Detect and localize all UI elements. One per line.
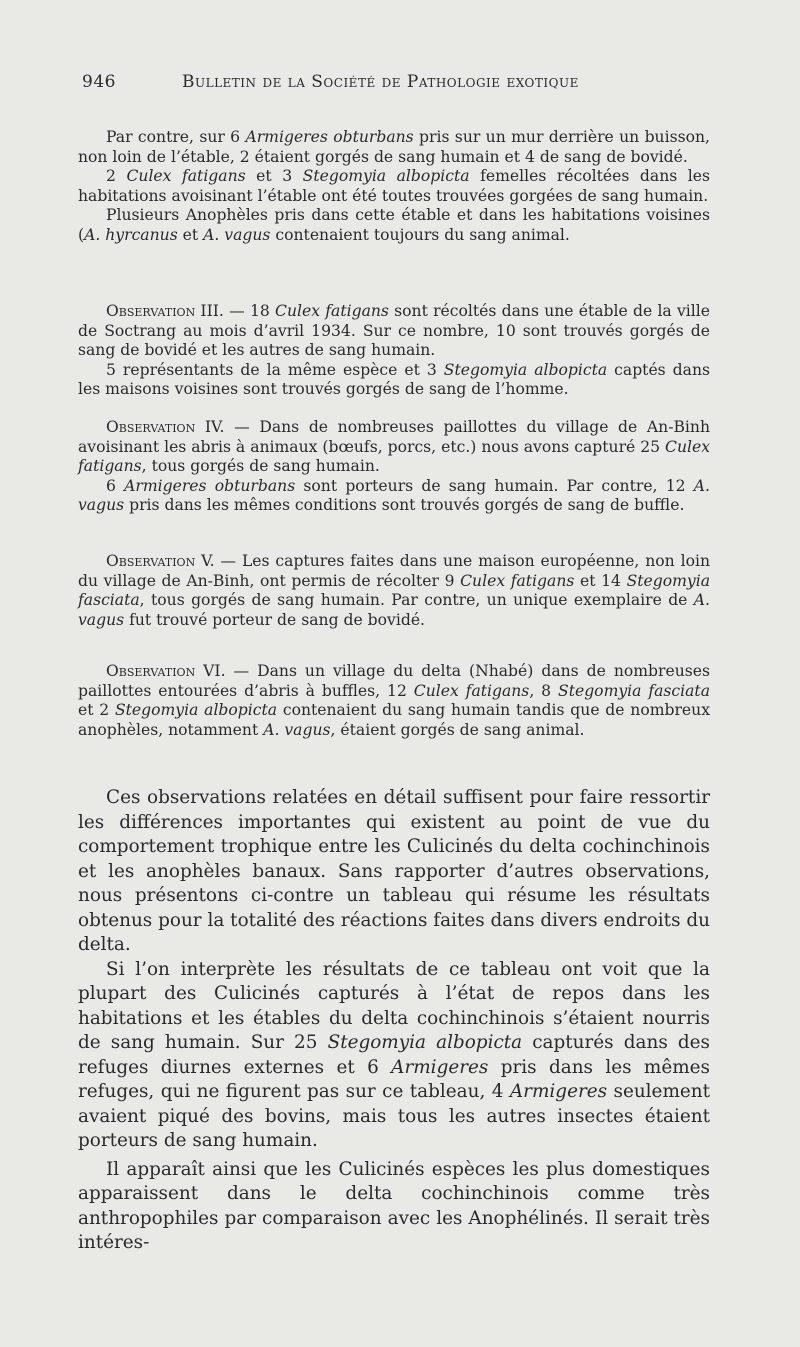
- text-run: , tous gorgés de sang humain.: [141, 457, 380, 475]
- text-run: pris dans les mêmes conditions sont trouvés gorgés de sang de buffle.: [124, 496, 685, 514]
- paragraph: [78, 1158, 710, 1256]
- observation-heading: Observation III.: [106, 302, 224, 320]
- italic-text: A. vagus: [78, 591, 710, 629]
- text-run: fut trouvé porteur de sang de bovidé.: [124, 610, 426, 629]
- observation-6: [78, 662, 710, 740]
- paragraph: [78, 662, 710, 740]
- italic-text: A. vagus: [203, 225, 271, 244]
- italic-text: Culex fatigans: [275, 302, 389, 320]
- paragraph: [78, 167, 710, 206]
- text-run: pris sur un mur derrière un buisson, non loin de l’étable, 2 étaient gorgés de sang humain et 4 de sang de bovidé.: [78, 128, 710, 166]
- text-run: contenaient toujours du sang animal.: [270, 225, 570, 244]
- text-run: sont porteurs de sang humain. Par contre, 12: [295, 476, 694, 495]
- italic-text: A. vagus: [78, 476, 710, 514]
- italic-text: Culex fatigans: [78, 437, 710, 475]
- text-run: , 8: [529, 681, 559, 700]
- text-run: 6: [106, 476, 125, 495]
- italic-text: Stegomyia fasciata: [78, 571, 710, 609]
- page-number: 946: [82, 72, 116, 92]
- observation-3: [78, 302, 710, 400]
- text-run: — Dans de nombreuses paillottes du village de An-Binh avoisinant les abris à animaux (bœufs, porcs, etc.) nous avons capturé 25: [78, 418, 711, 456]
- italic-text: Armigeres: [391, 1056, 489, 1078]
- text-run: pris dans les mêmes refuges, qui ne figurent pas sur ce tableau, 4: [78, 1056, 710, 1102]
- text-run: et 2: [78, 701, 115, 719]
- text-run: Il apparaît ainsi que les Culicinés espèces les plus domestiques apparaissent dans le delta cochinchinois comme très anthropophiles par comparaison avec les Anophélinés. Il serait très intéres-: [78, 1158, 710, 1253]
- italic-text: A. vagus: [263, 720, 331, 739]
- observation-heading: Observation IV.: [106, 418, 225, 436]
- text-run: Plusieurs Anophèles pris dans cette étable et dans les habitations voisines (: [78, 206, 710, 244]
- italic-text: Armigeres obturbans: [245, 128, 414, 146]
- text-run: et 14: [574, 571, 627, 590]
- italic-text: Culex fatigans: [460, 571, 575, 590]
- text-run: sont récoltés dans une étable de la ville de Soctrang au mois d’avril 1934. Sur ce nombre, 10 sont trouvés gorgés de sang de bovidé et les autres de sang humain.: [78, 302, 710, 359]
- observation-4: [78, 418, 710, 516]
- paragraph: [78, 361, 710, 400]
- paragraph: [78, 128, 710, 167]
- text-run: — 18: [223, 302, 276, 320]
- text-run: Si l’on interprète les résultats de ce tableau ont voit que la plupart des Culicinés capturés à l’état de repos dans les habitations et les étables du delta cochinchinois s’étaient nourris de sang humain. Sur 25: [78, 958, 710, 1053]
- italic-text: Stegomyia albopicta: [443, 360, 608, 379]
- observation-heading: Observation VI.: [106, 662, 226, 680]
- italic-text: Armigeres: [509, 1081, 608, 1102]
- text-run: 2: [106, 167, 127, 185]
- paragraph: [78, 418, 710, 477]
- text-run: et: [177, 225, 204, 244]
- text-run: — Les captures faites dans une maison européenne, non loin du village de An-Binh, ont permis de récolter 9: [78, 552, 711, 590]
- text-run: 5 représentants de la même espèce et 3: [106, 360, 444, 379]
- paragraph: [78, 786, 710, 958]
- text-run: et 3: [245, 167, 303, 185]
- journal-title: Bulletin de la Société de Pathologie exotique: [182, 72, 579, 92]
- text-run: contenaient du sang humain tandis que de nombreux anophèles, notamment: [78, 701, 711, 739]
- italic-text: Stegomyia fasciata: [558, 681, 710, 700]
- paragraph: [78, 477, 710, 516]
- italic-text: Stegomyia albopicta: [302, 167, 470, 185]
- paragraph: [78, 206, 710, 245]
- italic-text: Armigeres obturbans: [124, 476, 296, 495]
- text-run: , étaient gorgés de sang animal.: [330, 720, 585, 739]
- text-run: , tous gorgés de sang humain. Par contre, un unique exemplaire de: [139, 591, 694, 609]
- italic-text: A. hyrcanus: [84, 225, 178, 244]
- text-run: captés dans les maisons voisines sont trouvés gorgés de sang de l’homme.: [78, 360, 710, 398]
- observation-heading: Observation V.: [106, 552, 215, 570]
- paragraph: [78, 302, 710, 361]
- text-run: Par contre, sur 6: [106, 128, 246, 146]
- text-run: seulement avaient piqué des bovins, mais tous les autres insectes étaient porteurs de sang humain.: [78, 1081, 711, 1151]
- discussion-block: [78, 786, 710, 1256]
- text-run: femelles récoltées dans les habitations avoisinant l’étable ont été toutes trouvées gorgées de sang humain.: [78, 167, 710, 205]
- text-run: — Dans un village du delta (Nhabé) dans de nombreuses paillottes entourées d’abris à buffles, 12: [78, 662, 710, 700]
- paragraph: [78, 958, 710, 1154]
- observations-block-1: [78, 128, 710, 245]
- text-run: capturés dans des refuges diurnes externes et 6: [78, 1032, 710, 1078]
- text-run: Ces observations relatées en détail suffisent pour faire ressortir les différences importantes qui existent au point de vue du comportement trophique entre les Culicinés du delta cochinchinois et les anophèles banaux. Sans rapporter d’autres observations, nous présentons ci-contre un tableau qui résume les résultats obtenus pour la totalité des réactions faites dans divers endroits du delta.: [78, 787, 710, 955]
- italic-text: Culex fatigans: [126, 167, 246, 185]
- italic-text: Culex fatigans: [413, 681, 530, 700]
- italic-text: Stegomyia albopicta: [114, 701, 278, 719]
- observation-5: [78, 552, 710, 630]
- italic-text: Stegomyia albopicta: [327, 1032, 523, 1053]
- paragraph: [78, 552, 710, 630]
